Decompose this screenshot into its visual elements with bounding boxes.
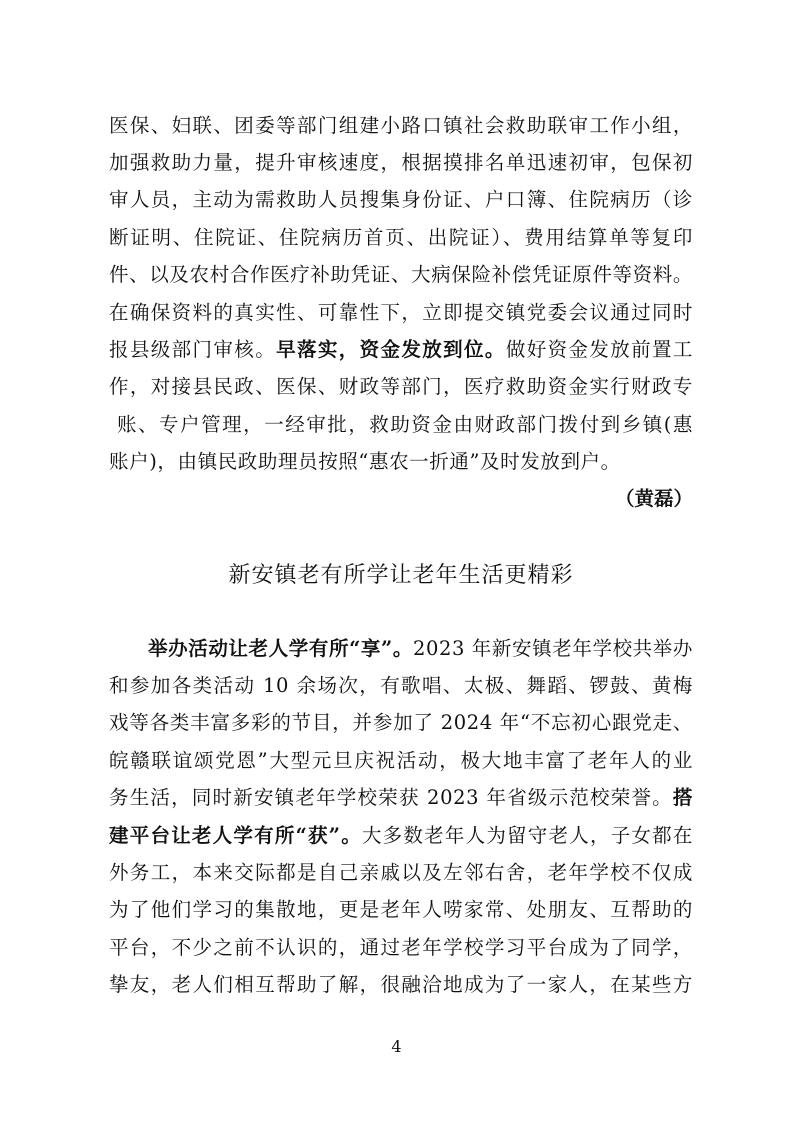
article1-line-7: [109, 336, 693, 364]
article1-line-2: 加强救助力量，提升审核速度，根据摸排名单迅速初审，包保初: [109, 151, 693, 174]
article1-line-6: 在确保资料的真实性、可靠性下，立即提交镇党委会议通过同时: [109, 301, 693, 324]
article2-line-5-text: 务生活，同时新安镇老年学校荣获 2023 年省级示范校荣誉。: [109, 786, 673, 809]
article2-line-2: 和参加各类活动 10 余场次，有歌唱、太极、舞蹈、锣鼓、黄梅: [109, 674, 693, 697]
article2-line-3: 戏等各类丰富多彩的节目，并参加了 2024 年“不忘初心跟党走、: [109, 711, 693, 734]
article2-title: 新安镇老有所学让老年生活更精彩: [228, 563, 574, 588]
article1-line-9: 账、专户管理，一经审批，救助资金由财政部门拨付到乡镇(惠: [117, 413, 693, 436]
article1-line-8: 作，对接县民政、医保、财政等部门，医疗救助资金实行财政专: [109, 375, 693, 398]
article1-line-3: 审人员，主动为需救助人员搜集身份证、户口簿、住院病历（诊: [109, 188, 693, 211]
article2-line-6-text: 大多数老年人为留守老人，子女都在: [361, 824, 693, 847]
article1-line-7-text-end: 做好资金发放前置工: [505, 338, 693, 361]
article2-line-7: 外务工，本来交际都是自己亲戚以及左邻右舍，老年学校不仅成: [109, 861, 693, 884]
article1-bold-heading: 早落实，资金发放到位。: [276, 338, 506, 361]
article2-line-6: [109, 822, 693, 850]
article2-line-8: 为了他们学习的集散地，更是老年人唠家常、处朋友、互帮助的: [109, 898, 693, 921]
article2-line-10: 挚友，老人们相互帮助了解，很融洽地成为了一家人，在某些方: [109, 973, 693, 996]
article1-line-7-text: 报县级部门审核。: [109, 338, 277, 361]
page-number: 4: [391, 1037, 402, 1056]
article1-line-5: 件、以及农村合作医疗补助凭证、大病保险补偿凭证原件等资料。: [109, 263, 693, 286]
article2-line-1: [148, 635, 693, 663]
article2-line-5: [109, 784, 693, 812]
article2-bold-heading-2-start: 搭: [672, 786, 693, 809]
article2-line-9: 平台，不少之前不认识的，通过老年学校学习平台成为了同学，: [109, 936, 693, 959]
article2-line-4: 皖赣联谊颂党恩”大型元旦庆祝活动，极大地丰富了老年人的业: [109, 749, 693, 772]
article1-line-10: 账户)，由镇民政助理员按照“惠农一折通”及时发放到户。: [109, 450, 621, 473]
article2-bold-heading-2: 建平台让老人学有所“获”。: [109, 824, 362, 847]
article1-author: （黄磊）: [614, 487, 693, 510]
article1-line-1: 医保、妇联、团委等部门组建小路口镇社会救助联审工作小组，: [109, 114, 693, 137]
article2-line-1-text: 2023 年新安镇老年学校共举办: [412, 637, 693, 660]
article2-bold-heading-1: 举办活动让老人学有所“享”。: [148, 637, 413, 660]
article1-line-4: 断证明、住院证、住院病历首页、出院证）、费用结算单等复印: [109, 226, 693, 249]
